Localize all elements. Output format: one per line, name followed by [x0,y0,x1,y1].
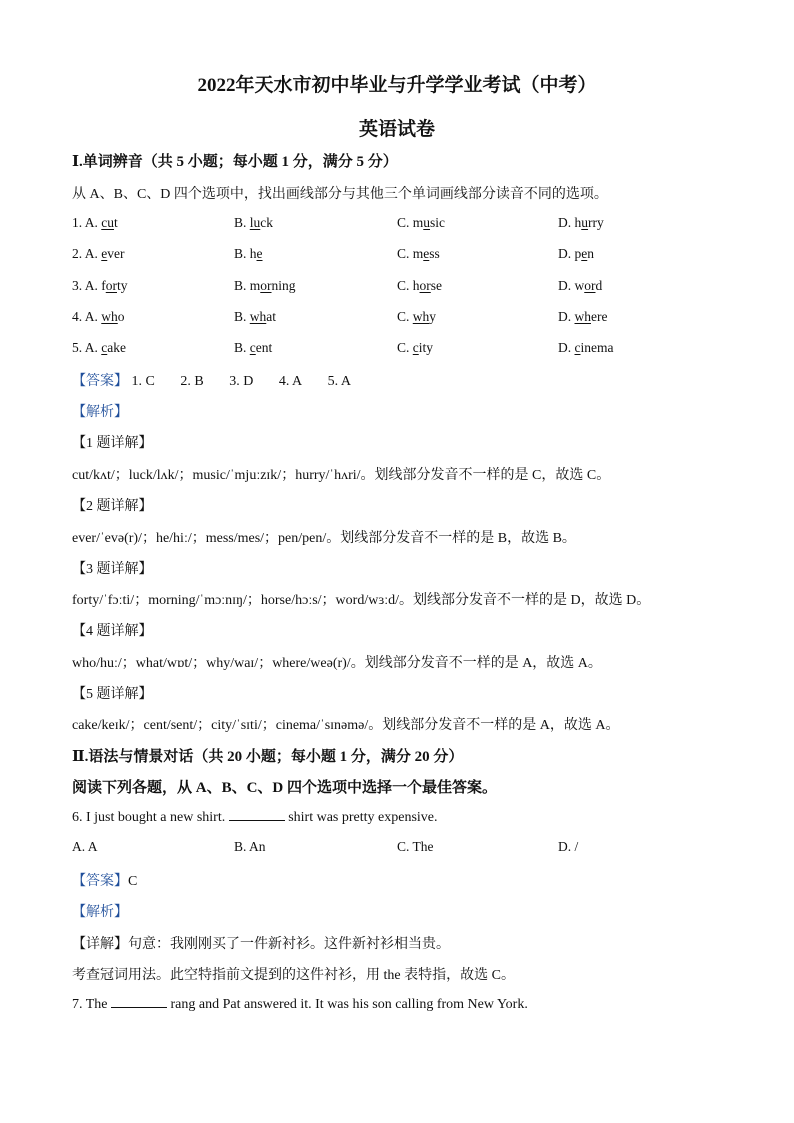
q4-option-b [234,309,276,325]
analysis-label: 【解析】 [72,405,128,420]
option-suffix: ss [429,246,440,261]
detail-2-text: ever/ˈevə(r)/；he/hiː/；mess/mes/；pen/pen/。划线部分发音不一样的是 B，故选 B。 [72,531,576,546]
answer-3: 3. D [229,374,254,389]
q6-answer: C [128,874,138,889]
q7-blank [111,995,167,1008]
q5-option-b [234,340,272,356]
option-prefix: B. h [234,246,257,261]
option-prefix: B. [234,340,250,355]
option-suffix: ty [117,278,128,293]
option-suffix: ity [418,340,434,355]
detail-5-text: cake/keɪk/；cent/sent/；city/ˈsɪti/；cinema/ˈsɪnəmə/。划线部分发音不一样的是 A，故选 A。 [72,718,620,733]
q6-blank [229,808,285,821]
detail-3-label: 【3 题详解】 [72,562,153,577]
underlined-segment: c [574,340,581,355]
underlined-segment: or [419,278,431,293]
underlined-segment: u [581,215,588,230]
option-suffix: y [429,309,437,324]
q5-option-d [558,340,614,356]
option-prefix: 5. A. [72,340,102,355]
underlined-segment: or [105,278,117,293]
option-suffix: se [430,278,443,293]
detail-4-label: 【4 题详解】 [72,624,153,639]
option-suffix: ck [260,215,274,230]
underlined-segment: wh [101,309,118,324]
q6-analysis-label: 【解析】 [72,905,128,920]
section1-heading: Ⅰ.单词辨音（共 5 小题；每小题 1 分，满分 5 分） [72,154,398,170]
q6-option-d: D. / [558,839,579,854]
underlined-segment: or [260,278,272,293]
q2-option-c [397,246,440,262]
option-prefix: D. h [558,215,582,230]
answer-2: 2. B [180,374,204,389]
underlined-segment: e [581,246,588,261]
q1-option-d [558,215,604,231]
q5-option-c [397,340,433,356]
option-suffix: sic [430,215,446,230]
option-prefix: C. [397,340,413,355]
q1-option-c [397,215,445,231]
q5-option-a [72,340,126,356]
underlined-segment: or [584,278,596,293]
question-7-stem [72,995,528,1013]
option-prefix: 2. A. [72,246,102,261]
option-suffix: at [266,309,277,324]
underlined-segment: e [423,246,430,261]
q3-option-d [558,278,602,294]
underlined-segment: cu [101,215,115,230]
option-prefix: 3. A. f [72,278,106,293]
q4-option-a [72,309,125,325]
answer-1: 1. C [131,374,155,389]
answer-4: 4. A [278,374,303,389]
q6-option-b: B. An [234,839,266,854]
option-prefix: 4. A. [72,309,102,324]
underlined-segment: c [412,340,419,355]
option-prefix: C. m [397,246,424,261]
option-prefix: B. [234,309,250,324]
section2-heading: Ⅱ.语法与情景对话（共 20 小题；每小题 1 分，满分 20 分） [72,749,464,765]
option-prefix: B. m [234,278,261,293]
detail-3-text: forty/ˈfɔːti/；morning/ˈmɔːnɪŋ/；horse/hɔːs/；word/wɜːd/。划线部分发音不一样的是 D，故选 D。 [72,593,651,608]
q7-stem-before: 7. The [72,997,112,1012]
q6-detail-label: 【详解】 [72,937,128,952]
q3-option-a [72,278,128,294]
option-suffix: ere [591,309,608,324]
option-suffix: ent [255,340,273,355]
q6-detail-text: 句意：我刚刚买了一件新衬衫。这件新衬衫相当贵。 [128,937,450,952]
option-suffix: n [587,246,594,261]
q6-option-c: C. The [397,839,434,854]
option-prefix: D. [558,309,575,324]
option-prefix: C. m [397,215,424,230]
option-prefix: D. w [558,278,585,293]
q2-option-a [72,246,125,262]
q3-option-b [234,278,296,294]
option-suffix: inema [580,340,614,355]
option-prefix: D. p [558,246,582,261]
detail-2-label: 【2 题详解】 [72,499,153,514]
detail-5-label: 【5 题详解】 [72,687,153,702]
q6-stem-before: 6. I just bought a new shirt. [72,810,229,825]
underlined-segment: wh [574,309,591,324]
q6-option-a: A. A [72,839,98,854]
q7-stem-after: rang and Pat answered it. It was his son calling from New York. [167,997,528,1012]
answer-label: 【答案】 [72,374,128,389]
option-suffix: rry [588,215,604,230]
q6-answer-line [72,870,137,890]
q6-stem-after: shirt was pretty expensive. [284,810,438,825]
option-suffix: d [595,278,603,293]
q3-option-c [397,278,442,294]
underlined-segment: u [423,215,431,230]
q1-option-b [234,215,273,231]
q6-answer-label: 【答案】 [72,874,128,889]
underlined-segment: wh [412,309,430,324]
option-suffix: ake [107,340,126,355]
q2-option-d [558,246,594,262]
answer-line [72,370,373,390]
option-prefix: B. [234,215,250,230]
q4-option-c [397,309,436,325]
detail-1-text: cut/kʌt/；luck/lʌk/；music/ˈmjuːzɪk/；hurry/ˈhʌri/。划线部分发音不一样的是 C，故选 C。 [72,468,611,483]
section2-instruction: 阅读下列各题，从 A、B、C、D 四个选项中选择一个最佳答案。 [72,780,498,796]
option-prefix: 1. A. [72,215,102,230]
option-suffix: ver [107,246,125,261]
q1-option-a [72,215,118,231]
underlined-segment: lu [249,215,261,230]
underlined-segment: wh [249,309,267,324]
question-6-stem [72,808,438,826]
option-prefix: C. h [397,278,420,293]
option-prefix: D. [558,340,575,355]
option-prefix: C. [397,309,413,324]
exam-subtitle: 英语试卷 [358,119,435,140]
exam-title: 2022年天水市初中毕业与升学学业考试（中考） [197,75,597,96]
answer-5: 5. A [327,374,351,389]
q6-detail-text-2: 考查冠词用法。此空特指前文提到的这件衬衫，用 the 表特指，故选 C。 [72,968,515,983]
section1-instruction: 从 A、B、C、D 四个选项中，找出画线部分与其他三个单词画线部分读音不同的选项。 [72,187,608,202]
underlined-segment: e [256,246,263,261]
q2-option-b [234,246,263,262]
underlined-segment: c [249,340,256,355]
detail-4-text: who/huː/；what/wɒt/；why/waɪ/；where/weə(r)/。划线部分发音不一样的是 A，故选 A。 [72,656,602,671]
option-suffix: o [117,309,125,324]
underlined-segment: e [101,246,108,261]
underlined-segment: c [101,340,108,355]
q6-detail-line [72,933,450,953]
option-suffix: t [114,215,118,230]
q4-option-d [558,309,607,325]
detail-1-label: 【1 题详解】 [72,436,153,451]
option-suffix: ning [271,278,296,293]
